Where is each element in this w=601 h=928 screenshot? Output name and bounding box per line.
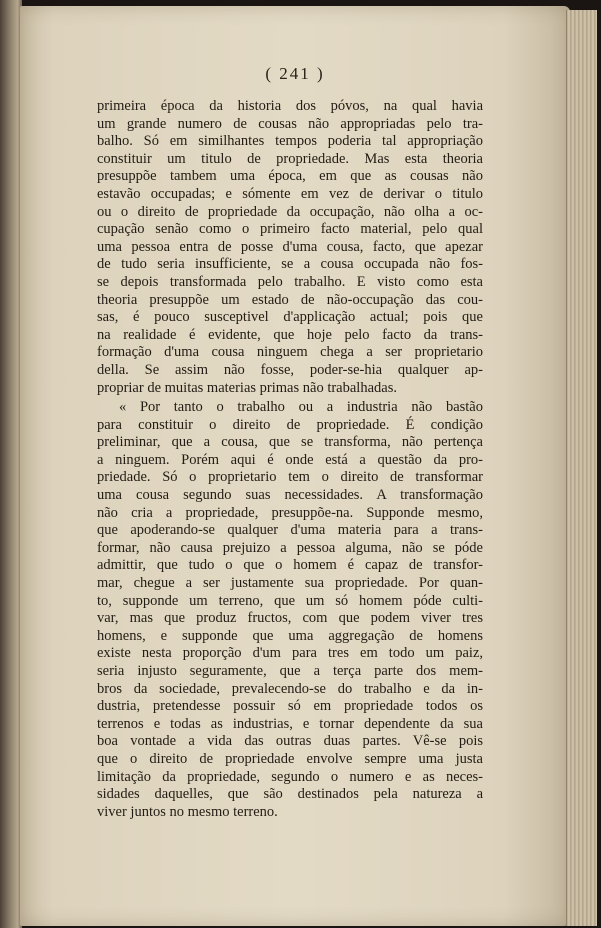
text-line: sas, é pouco susceptivel d'applicação actual; pois que: [97, 309, 483, 326]
text-line: mar, chegue a ser justamente sua propriedade. Por quan-: [97, 575, 483, 592]
text-line: primeira época da historia dos póvos, na qual havia: [97, 98, 483, 114]
text-line: para constituir o direito de propriedade. É condição: [97, 416, 483, 433]
text-line: boa vontade a vida das outras duas partes. Vê-se pois: [97, 733, 483, 750]
text-line: homens, e supponde que uma aggregação de homens: [97, 627, 483, 644]
text-line: de tudo seria insufficiente, se a cousa occupada não fos-: [97, 256, 483, 273]
text-line: var, mas que produz fructos, com que podem viver tres: [97, 610, 483, 627]
text-line: constituir um titulo de propriedade. Mas esta theoria: [97, 150, 483, 167]
text-line: presuppõe tambem uma época, em que as cousas não: [97, 168, 483, 185]
adjacent-page-edge: [0, 0, 22, 928]
text-line: priedade. Só o proprietario tem o direito de transformar: [97, 469, 483, 486]
text-line: della. Se assim não fosse, poder-se-hia qualquer ap-: [97, 361, 483, 378]
body-text: [97, 98, 483, 821]
text-line: balho. Só em similhantes tempos poderia tal appropriação: [97, 133, 483, 150]
text-line: « Por tanto o trabalho ou a industria não bastão: [119, 399, 483, 416]
text-line: que o direito de propriedade envolve sempre uma justa: [97, 750, 483, 767]
text-line: que apoderando-se qualquer d'uma materia para a trans-: [97, 522, 483, 539]
text-line: se depois transformada pelo trabalho. E visto como esta: [97, 273, 483, 290]
text-line: uma cousa segundo suas necessidades. A transformação: [97, 487, 483, 504]
text-line: to, supponde um terreno, que um só homem póde culti-: [97, 592, 483, 609]
text-line: um grande numero de cousas não appropriadas pelo tra-: [97, 115, 483, 132]
text-line: viver juntos no mesmo terreno.: [97, 803, 278, 820]
page-number: ( 241 ): [265, 64, 325, 83]
text-line: limitação da propriedade, segundo o numero e as neces-: [97, 768, 483, 785]
text-line: sidades daquelles, que são destinados pela natureza a: [97, 786, 483, 803]
book-page: [20, 6, 570, 926]
text-line: na realidade é evidente, que hoje pelo facto da trans-: [97, 326, 483, 343]
text-line: theoria presuppõe um estado de não-occupação das cou-: [97, 291, 483, 308]
text-line: terrenos e todas as industrias, e tornar dependente da sua: [97, 715, 483, 732]
text-line: uma pessoa entra de posse d'uma cousa, facto, que apezar: [97, 238, 483, 255]
text-line: existe nesta proporção d'um para tres em todo um paiz,: [97, 645, 483, 662]
text-line: preliminar, que a cousa, que se transforma, não pertença: [97, 434, 483, 451]
text-line: bros da sociedade, prevalecendo-se do trabalho e da in-: [97, 680, 483, 697]
text-line: formar, não causa prejuizo a pessoa alguma, não se póde: [97, 539, 483, 556]
text-line: ou o direito de propriedade da occupação, não olha a oc-: [97, 203, 483, 220]
text-line: formação d'uma cousa ninguem chega a ser proprietario: [97, 344, 483, 361]
text-line: dustria, pretendesse possuir só em propriedade todos os: [97, 698, 483, 715]
text-line: a ninguem. Porém aqui é onde está a questão da pro-: [97, 451, 483, 468]
text-line: propriar de muitas materias primas não trabalhadas.: [97, 379, 397, 396]
text-line: não cria a propriedade, presuppõe-na. Supponde mesmo,: [97, 504, 483, 521]
text-line: estavão occupadas; e sómente em vez de derivar o titulo: [97, 185, 483, 202]
text-line: seria injusto seguramente, que a terça parte dos mem-: [97, 663, 483, 679]
text-line: admittir, que tudo o que o homem é capaz de transfor-: [97, 557, 483, 574]
text-line: cupação senão como o primeiro facto material, pelo qual: [97, 221, 483, 238]
page-stack-edge: [566, 10, 597, 926]
